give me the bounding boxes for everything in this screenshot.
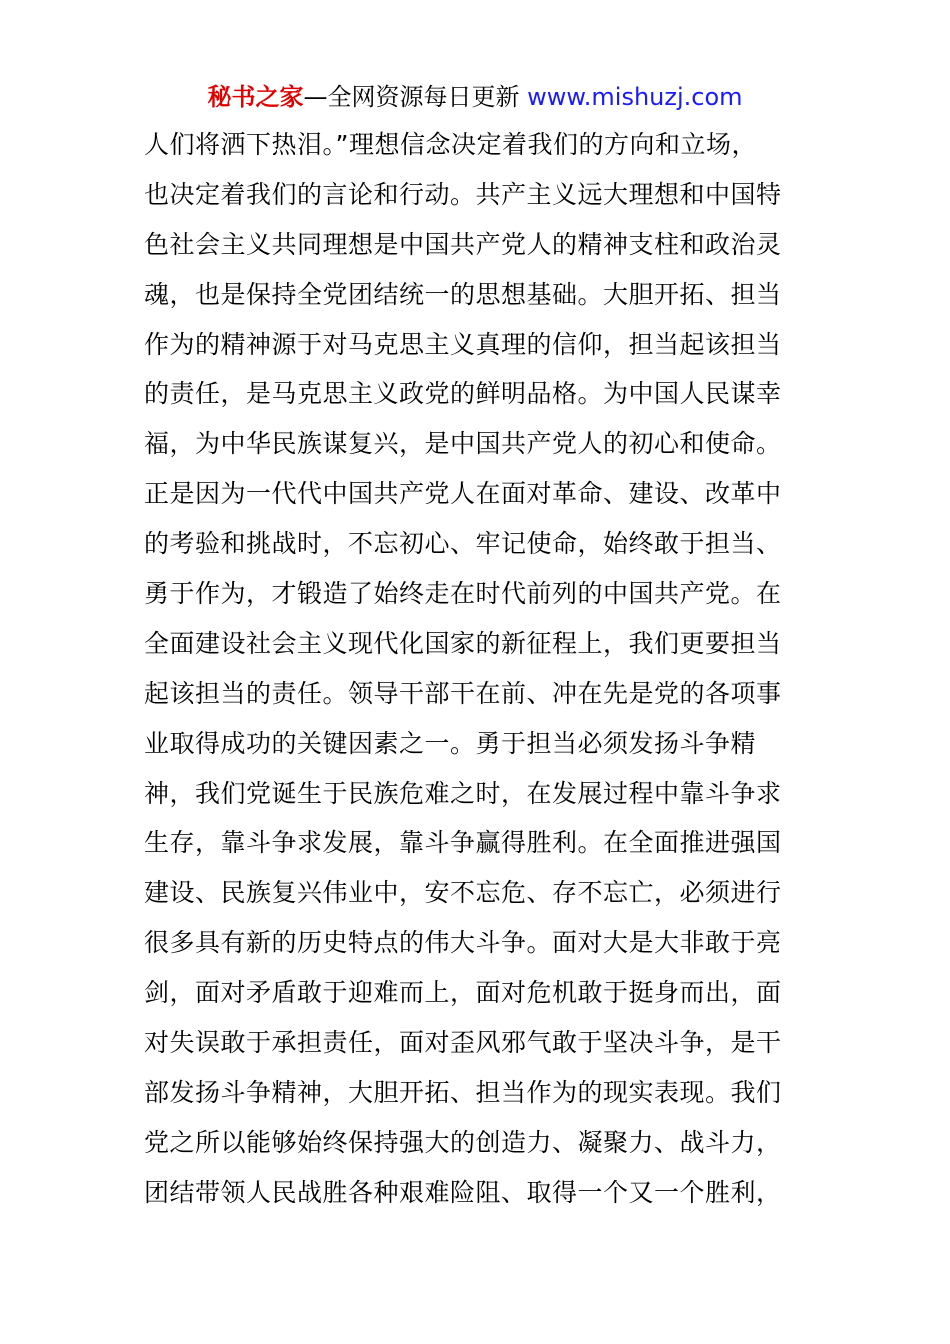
text-line: 也决定着我们的言论和行动。共产主义远大理想和中国特 — [144, 179, 782, 209]
text-line: 正是因为一代代中国共产党人在面对革命、建设、改革中 — [144, 479, 782, 509]
text-line: 作为的精神源于对马克思主义真理的信仰，担当起该担当 — [144, 329, 782, 359]
text-line: 业取得成功的关键因素之一。勇于担当必须发扬斗争精 — [144, 728, 757, 758]
site-url-link[interactable]: www.mishuzj.com — [519, 83, 743, 111]
brand-name: 秘书之家 — [207, 83, 304, 111]
header-tagline: —全网资源每日更新 — [303, 83, 520, 111]
text-line: 色社会主义共同理想是中国共产党人的精神支柱和政治灵 — [144, 229, 782, 259]
text-line: 生存，靠斗争求发展，靠斗争赢得胜利。在全面推进强国 — [144, 828, 782, 858]
text-line: 神，我们党诞生于民族危难之时，在发展过程中靠斗争求 — [144, 778, 782, 808]
text-line: 剑，面对矛盾敢于迎难而上，面对危机敢于挺身而出，面 — [144, 978, 782, 1008]
document-body — [144, 120, 844, 1218]
text-line: 党之所以能够始终保持强大的创造力、凝聚力、战斗力， — [144, 1127, 782, 1157]
text-line: 团结带领人民战胜各种艰难险阻、取得一个又一个胜利， — [144, 1177, 782, 1207]
page-header — [0, 80, 950, 114]
text-line: 的考验和挑战时，不忘初心、牢记使命，始终敢于担当、 — [144, 529, 782, 559]
text-line: 建设、民族复兴伟业中，安不忘危、存不忘亡，必须进行 — [144, 878, 782, 908]
text-line: 对失误敢于承担责任，面对歪风邪气敢于坚决斗争，是干 — [144, 1028, 782, 1058]
text-line: 魂，也是保持全党团结统一的思想基础。大胆开拓、担当 — [144, 279, 782, 309]
text-line: 全面建设社会主义现代化国家的新征程上，我们更要担当 — [144, 628, 782, 658]
text-line: 部发扬斗争精神，大胆开拓、担当作为的现实表现。我们 — [144, 1077, 782, 1107]
text-line: 起该担当的责任。领导干部干在前、冲在先是党的各项事 — [144, 678, 782, 708]
text-line: 勇于作为，才锻造了始终走在时代前列的中国共产党。在 — [144, 579, 782, 609]
text-line: 的责任，是马克思主义政党的鲜明品格。为中国人民谋幸 — [144, 379, 782, 409]
text-line: 很多具有新的历史特点的伟大斗争。面对大是大非敢于亮 — [144, 928, 782, 958]
text-line: 福，为中华民族谋复兴，是中国共产党人的初心和使命。 — [144, 429, 782, 459]
text-line: 人们将洒下热泪。”理想信念决定着我们的方向和立场， — [144, 130, 757, 159]
